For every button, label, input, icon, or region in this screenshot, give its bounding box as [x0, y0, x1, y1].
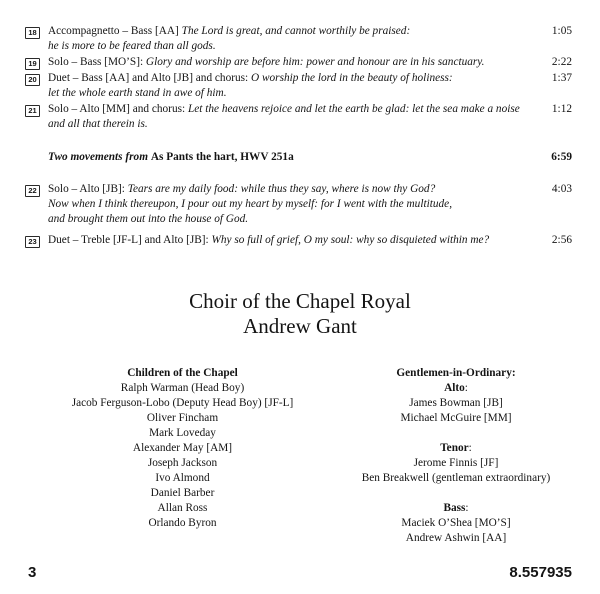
track-text-segment: he is more to be feared than all gods. — [48, 40, 216, 52]
track-text-segment: Let the heavens rejoice and let the earth be glad: let the sea make a noise — [187, 103, 520, 115]
choir-member-name: Jacob Ferguson-Lobo (Deputy Head Boy) [JF-L] — [71, 397, 294, 409]
track-text-segment: Why so full of grief, O my soul: why so disquieted within me? — [211, 234, 490, 246]
track-text-segment: let the whole earth stand in awe of him. — [48, 87, 227, 99]
choir-member-name: Allan Ross — [157, 502, 208, 514]
track-number-badge: 18 — [25, 27, 40, 39]
voice-label-text: Alto — [444, 382, 465, 394]
track-number-column — [25, 102, 48, 117]
track-text-segment: Two movements from — [48, 151, 151, 163]
track-text-line — [48, 39, 536, 54]
track-text — [48, 55, 536, 70]
track-text-segment: Glory and worship are before him: power and honour are in his sanctuary. — [145, 56, 485, 68]
track-text-line — [48, 86, 536, 101]
track-number-badge: 20 — [25, 74, 40, 86]
track-text-segment: Tears are my daily food: while thus they say, where is now thy God? — [127, 183, 436, 195]
voice-label-colon: : — [465, 502, 469, 514]
track-row — [25, 102, 572, 132]
track-text-line — [48, 102, 536, 117]
choir-member-name: James Bowman [JB] — [409, 397, 503, 409]
track-text-line — [48, 117, 536, 132]
voice-section — [340, 501, 572, 546]
page-footer — [28, 564, 572, 581]
voice-label-colon: : — [464, 382, 468, 394]
track-text — [48, 24, 536, 54]
track-number-badge: 21 — [25, 105, 40, 117]
track-duration: 6:59 — [551, 151, 572, 163]
track-text — [48, 182, 536, 227]
track-text-segment: Duet – Treble [JF-L] and Alto [JB]: — [48, 234, 212, 246]
choir-member-name: Orlando Byron — [148, 517, 217, 529]
children-names — [25, 381, 340, 531]
voice-section — [340, 441, 572, 486]
ensemble-heading — [0, 289, 600, 339]
voice-section-label — [340, 441, 572, 456]
track-text-line — [48, 55, 536, 70]
track-duration: 2:56 — [551, 234, 572, 246]
track-text — [48, 71, 536, 101]
track-row — [25, 55, 572, 70]
choir-member-name: Oliver Fincham — [146, 412, 219, 424]
track-number-column — [25, 150, 48, 153]
choir-member-name: Alexander May [AM] — [132, 442, 233, 454]
footer-page-number: 3 — [28, 564, 37, 581]
children-column — [25, 366, 340, 546]
track-number-badge: 22 — [25, 185, 40, 197]
track-number-column — [25, 71, 48, 86]
track-text — [48, 102, 536, 132]
track-text — [48, 150, 536, 165]
track-duration: 2:22 — [551, 56, 572, 68]
voice-label-text: Bass — [443, 502, 466, 514]
track-text-line — [48, 182, 536, 197]
track-text — [48, 233, 536, 248]
track-row — [25, 24, 572, 54]
gentlemen-column — [340, 366, 572, 546]
gentlemen-header: Gentlemen-in-Ordinary: — [396, 367, 516, 379]
voice-section-label — [340, 381, 572, 396]
voice-label-text: Tenor — [440, 442, 469, 454]
track-text-line — [48, 212, 536, 227]
track-duration: 1:05 — [551, 25, 572, 37]
track-text-segment: Accompagnetto – Bass [AA] — [48, 25, 182, 37]
track-text-segment: O worship the lord in the beauty of holiness: — [251, 72, 453, 84]
choir-member-name: Joseph Jackson — [147, 457, 218, 469]
choir-member-name: Maciek O’Shea [MO’S] — [401, 517, 511, 529]
track-text-segment: As Pants the hart, HWV 251a — [150, 151, 294, 163]
track-text-segment: Duet – Bass [AA] and Alto [JB] and chorus: — [48, 72, 252, 84]
track-number-column — [25, 24, 48, 39]
track-duration: 1:37 — [551, 72, 572, 84]
track-list — [0, 0, 600, 248]
children-header: Children of the Chapel — [127, 367, 238, 379]
track-text-segment: Solo – Alto [JB]: — [48, 183, 128, 195]
track-row — [25, 71, 572, 101]
voice-section-label — [340, 501, 572, 516]
voice-label-colon: : — [468, 442, 472, 454]
track-text-segment: Solo – Alto [MM] and chorus: — [48, 103, 188, 115]
track-number-column — [25, 233, 48, 248]
choir-member-name: Michael McGuire [MM] — [400, 412, 512, 424]
track-duration: 1:12 — [551, 103, 572, 115]
choir-member-name: Andrew Ashwin [AA] — [405, 532, 507, 544]
gentlemen-sections — [340, 381, 572, 546]
track-text-line — [48, 150, 536, 165]
track-row — [25, 182, 572, 227]
track-duration: 4:03 — [551, 183, 572, 195]
roster-columns — [0, 366, 600, 546]
track-number-badge: 23 — [25, 236, 40, 248]
choir-member-name: Jerome Finnis [JF] — [413, 457, 499, 469]
track-text-segment: and all that therein is. — [48, 118, 148, 130]
choir-member-name: Daniel Barber — [150, 487, 215, 499]
work-heading-row — [25, 150, 572, 165]
choir-member-name: Ralph Warman (Head Boy) — [120, 382, 245, 394]
track-text-segment: Now when I think thereupon, I pour out my heart by myself: for I went with the multitude, — [48, 198, 453, 210]
voice-section — [340, 381, 572, 426]
track-row — [25, 233, 572, 248]
choir-member-name: Ivo Almond — [155, 472, 210, 484]
track-text-line — [48, 197, 536, 212]
track-number-column — [25, 182, 48, 197]
catalog-number: 8.557935 — [509, 564, 572, 581]
choir-member-name: Mark Loveday — [149, 427, 216, 439]
track-text-line — [48, 24, 536, 39]
track-text-line — [48, 71, 536, 86]
track-text-segment: Solo – Bass [MO’S]: — [48, 56, 146, 68]
track-text-segment: The Lord is great, and cannot worthily be praised: — [181, 25, 411, 37]
choir-title: Choir of the Chapel Royal — [189, 289, 411, 313]
director-name: Andrew Gant — [243, 314, 357, 338]
track-number-badge: 19 — [25, 58, 40, 70]
track-text-line — [48, 233, 536, 248]
choir-member-name: Ben Breakwell (gentleman extraordinary) — [361, 472, 551, 484]
track-number-column — [25, 55, 48, 70]
track-text-segment: and brought them out into the house of God. — [48, 213, 249, 225]
